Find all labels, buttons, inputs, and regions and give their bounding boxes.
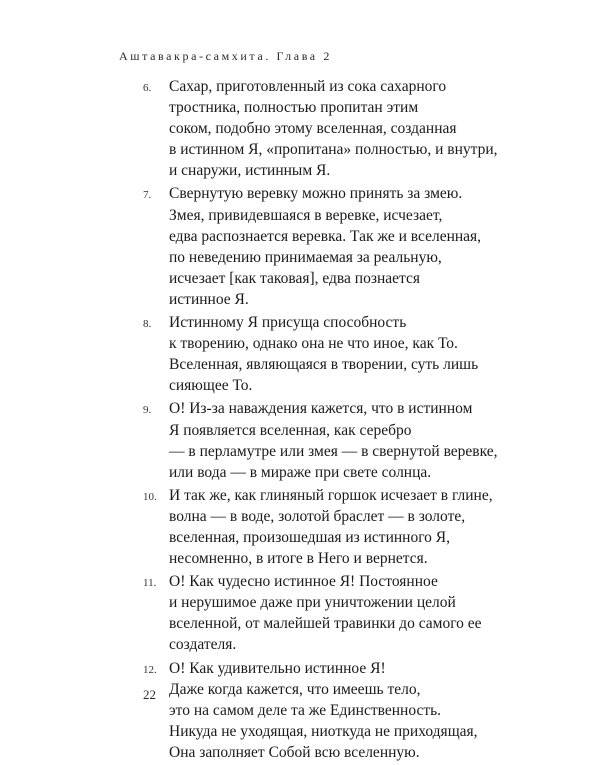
verse-line: вселенная, произошедшая из истинного Я,: [169, 528, 451, 546]
verse-number: 8.: [143, 318, 152, 331]
verse-line: по неведению принимаемая за реальную,: [169, 248, 442, 266]
verse-line: О! Из-за наваждения кажется, что в истинном: [169, 400, 473, 418]
verse-number: 10.: [143, 490, 157, 503]
verse-line: исчезает [как таковая], едва познается: [169, 269, 420, 287]
verse-9: [0, 398, 600, 482]
verse-line: тростника, полностью пропитан этим: [169, 99, 419, 117]
verse-line: Даже когда кажется, что имеешь тело,: [169, 680, 421, 698]
verse-line: это на самом деле та же Единственность.: [169, 701, 442, 719]
verse-list: [0, 76, 600, 765]
running-header: Аштавакра-самхита. Глава 2: [119, 49, 332, 63]
verse-text: [169, 398, 600, 482]
verse-line: Она заполняет Собой всю вселенную.: [169, 743, 420, 761]
verse-11: [0, 571, 600, 655]
verse-line: — в перламутре или змея — в свернутой веревке,: [169, 442, 498, 460]
verse-6: [0, 76, 600, 181]
verse-line: волна — в воде, золотой браслет — в золоте,: [169, 507, 466, 525]
verse-text: [169, 183, 600, 310]
verse-text: [169, 571, 600, 655]
verse-line: О! Как чудесно истинное Я! Постоянное: [169, 573, 438, 591]
verse-line: или вода — в мираже при свете солнца.: [169, 463, 432, 481]
verse-10: [0, 485, 600, 569]
verse-7: [0, 183, 600, 310]
verse-text: [169, 485, 600, 569]
verse-number: 9.: [143, 404, 152, 417]
verse-line: Змея, привидевшаяся в веревке, исчезает,: [169, 206, 443, 224]
verse-text: [169, 76, 600, 181]
verse-number: 6.: [143, 82, 152, 94]
verse-line: едва распознается веревка. Так же и вселенная,: [169, 227, 482, 245]
verse-line: Свернутую веревку можно принять за змею.: [169, 185, 463, 203]
verse-line: и снаружи, истинным Я.: [169, 162, 331, 180]
verse-number: 7.: [143, 189, 152, 202]
page-number: 22: [143, 687, 156, 702]
verse-text: [169, 312, 600, 396]
verse-line: Я появляется вселенная, как серебро: [169, 421, 412, 439]
verse-line: И так же, как глиняный горшок исчезает в глине,: [169, 486, 493, 504]
verse-line: Вселенная, являющаяся в творении, суть лишь: [169, 356, 479, 374]
verse-line: в истинном Я, «пропитана» полностью, и внутри,: [169, 141, 498, 159]
verse-line: и нерушимое даже при уничтожении целой: [169, 594, 456, 612]
verse-number: 11.: [143, 577, 157, 590]
verse-line: сияющее То.: [169, 377, 253, 395]
verse-line: Никуда не уходящая, ниоткуда не приходящая,: [169, 722, 478, 740]
verse-line: вселенной, от малейшей травинки до самого ее: [169, 615, 482, 633]
verse-line: истинное Я.: [169, 290, 249, 308]
verse-line: несомненно, в итоге в Него и вернется.: [169, 550, 428, 568]
verse-8: [0, 312, 600, 396]
verse-text: [169, 658, 600, 763]
verse-line: Сахар, приготовленный из сока сахарного: [169, 78, 447, 95]
verse-line: к творению, однако она не что иное, как То.: [169, 335, 458, 353]
verse-line: О! Как удивительно истинное Я!: [169, 659, 386, 677]
verse-number: 12.: [143, 663, 157, 676]
verse-12: [0, 658, 600, 763]
verse-line: Истинному Я присуща способность: [169, 314, 407, 332]
verse-line: соком, подобно этому вселенная, созданная: [169, 120, 457, 138]
verse-line: создателя.: [169, 636, 237, 654]
